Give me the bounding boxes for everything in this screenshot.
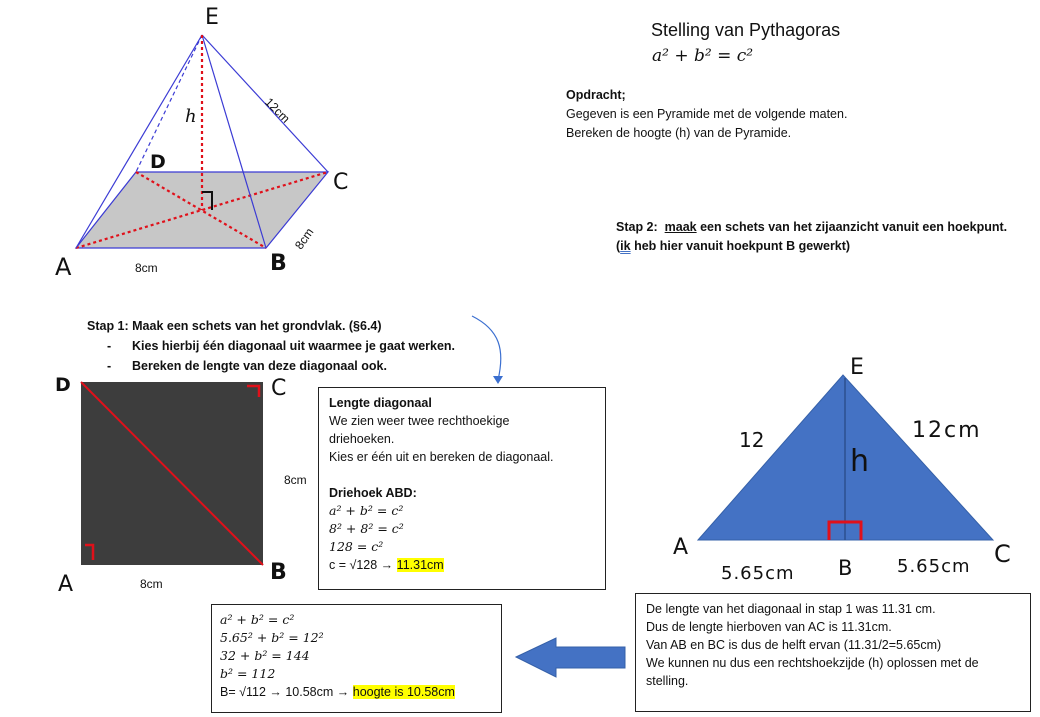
result-eq-4: b² = 112 bbox=[220, 666, 276, 681]
pyramid-label-e: E bbox=[205, 5, 219, 30]
explanation-line-4: We kunnen nu dus een rechtshoekzijde (h) oplossen met de bbox=[646, 656, 979, 670]
triangle-right-base: 5.65cm bbox=[897, 556, 971, 577]
square-label-c: C bbox=[271, 376, 287, 401]
result-eq-2: 5.65² + b² = 12² bbox=[220, 630, 324, 645]
diagonal-result-highlight: 11.31cm bbox=[396, 558, 444, 572]
triangle-right-side: 12cm bbox=[912, 418, 982, 443]
pyramid-label-a: A bbox=[55, 253, 72, 281]
triangle-label-h: h bbox=[850, 444, 870, 479]
left-arrow bbox=[516, 638, 625, 677]
diagonal-eq-4 bbox=[329, 556, 605, 574]
stap2-line-1 bbox=[616, 218, 1007, 237]
stap2-rest: een schets van het zijaanzicht vanuit een hoekpunt. bbox=[696, 220, 1008, 234]
result-highlight: hoogte is 10.58cm bbox=[352, 685, 455, 699]
opdracht-line-2: Bereken de hoogte (h) van de Pyramide. bbox=[566, 126, 792, 140]
triangle-label-a: A bbox=[673, 535, 689, 560]
curved-pointer-arrow bbox=[472, 316, 501, 380]
pyramid-label-b: B bbox=[270, 251, 287, 276]
stap2-prefix: Stap 2: bbox=[616, 220, 658, 234]
square-side-length: 8cm bbox=[284, 473, 307, 487]
diagonal-box-line-1: We zien weer twee rechthoekige bbox=[329, 414, 510, 428]
stap1-bullet-2-text: Bereken de lengte van deze diagonaal ook. bbox=[132, 359, 387, 373]
diagonal-box bbox=[318, 387, 606, 590]
triangle-left-base: 5.65cm bbox=[721, 563, 795, 584]
triangle-left-side: 12 bbox=[739, 428, 765, 452]
stap2-paren: ( bbox=[616, 239, 621, 253]
square-label-b: B bbox=[270, 560, 287, 585]
explanation-line-5: stelling. bbox=[646, 674, 689, 688]
explanation-line-1: De lengte van het diagonaal in stap 1 was 11.31 cm. bbox=[646, 602, 936, 616]
result-eq-1: a² + b² = c² bbox=[220, 612, 295, 627]
stap2-line-2 bbox=[616, 237, 1007, 256]
stap2-block bbox=[616, 218, 1007, 256]
stap2-ik: ik bbox=[620, 239, 631, 253]
triangle-label-b: B bbox=[838, 556, 853, 580]
stap2-underlined: maak bbox=[664, 220, 697, 234]
square-label-d: D bbox=[55, 374, 71, 396]
opdracht-heading: Opdracht; bbox=[566, 88, 626, 102]
page-title: Stelling van Pythagoras bbox=[651, 20, 841, 40]
pyramid-label-h: h bbox=[185, 106, 197, 127]
stap1-bullet-1: - Kies hierbij één diagonaal uit waarmee je gaat werken. bbox=[107, 339, 456, 353]
result-eq-3: 32 + b² = 144 bbox=[220, 648, 310, 663]
stap2-line2-rest: heb hier vanuit hoekpunt B gewerkt) bbox=[630, 239, 851, 253]
stap1-heading: Stap 1: Maak een schets van het grondvlak. (§6.4) bbox=[87, 319, 382, 333]
diagonal-box-title: Lengte diagonaal bbox=[329, 396, 432, 410]
opdracht-line-1: Gegeven is een Pyramide met de volgende maten. bbox=[566, 107, 848, 121]
diagonal-box-subtitle: Driehoek ABD: bbox=[329, 486, 417, 500]
pyramid-edge-length: 12cm bbox=[262, 95, 293, 126]
triangle-label-e: E bbox=[850, 355, 864, 380]
pythagoras-formula: a² + b² = c² bbox=[652, 46, 754, 66]
explanation-box bbox=[635, 593, 1031, 712]
stap1-bullet-2: - Bereken de lengte van deze diagonaal ook. bbox=[107, 359, 387, 373]
pyramid-base-length: 8cm bbox=[135, 261, 158, 275]
pyramid-label-d: D bbox=[150, 151, 166, 173]
explanation-line-3: Van AB en BC is dus de helft ervan (11.31/2=5.65cm) bbox=[646, 638, 942, 652]
diagonal-eq-3: 128 = c² bbox=[329, 539, 384, 554]
stap1-bullet-1-text: Kies hierbij één diagonaal uit waarmee je gaat werken. bbox=[132, 339, 456, 353]
result-eq-5 bbox=[220, 683, 501, 701]
diagonal-box-line-2: driehoeken. bbox=[329, 432, 395, 446]
pyramid-label-c: C bbox=[333, 170, 349, 195]
diagonal-eq-1: a² + b² = c² bbox=[329, 503, 404, 518]
triangle-label-c: C bbox=[994, 540, 1011, 568]
explanation-line-2: Dus de lengte hierboven van AC is 11.31cm. bbox=[646, 620, 892, 634]
opdracht-block bbox=[566, 86, 847, 143]
pyramid-side-length: 8cm bbox=[292, 225, 317, 253]
result-box bbox=[211, 604, 502, 713]
diagonal-box-line-3: Kies er één uit en bereken de diagonaal. bbox=[329, 450, 554, 464]
curved-pointer-arrowhead bbox=[493, 376, 503, 384]
stap1-block bbox=[87, 316, 455, 376]
diagonal-eq-4-prefix: c = √128 → bbox=[329, 558, 394, 572]
result-eq-5-prefix: B= √112 → 10.58cm → bbox=[220, 685, 350, 699]
square-label-a: A bbox=[58, 572, 74, 597]
diagonal-eq-2: 8² + 8² = c² bbox=[329, 521, 404, 536]
pyramid-edge-ed bbox=[136, 35, 202, 172]
square-bottom-length: 8cm bbox=[140, 577, 163, 591]
